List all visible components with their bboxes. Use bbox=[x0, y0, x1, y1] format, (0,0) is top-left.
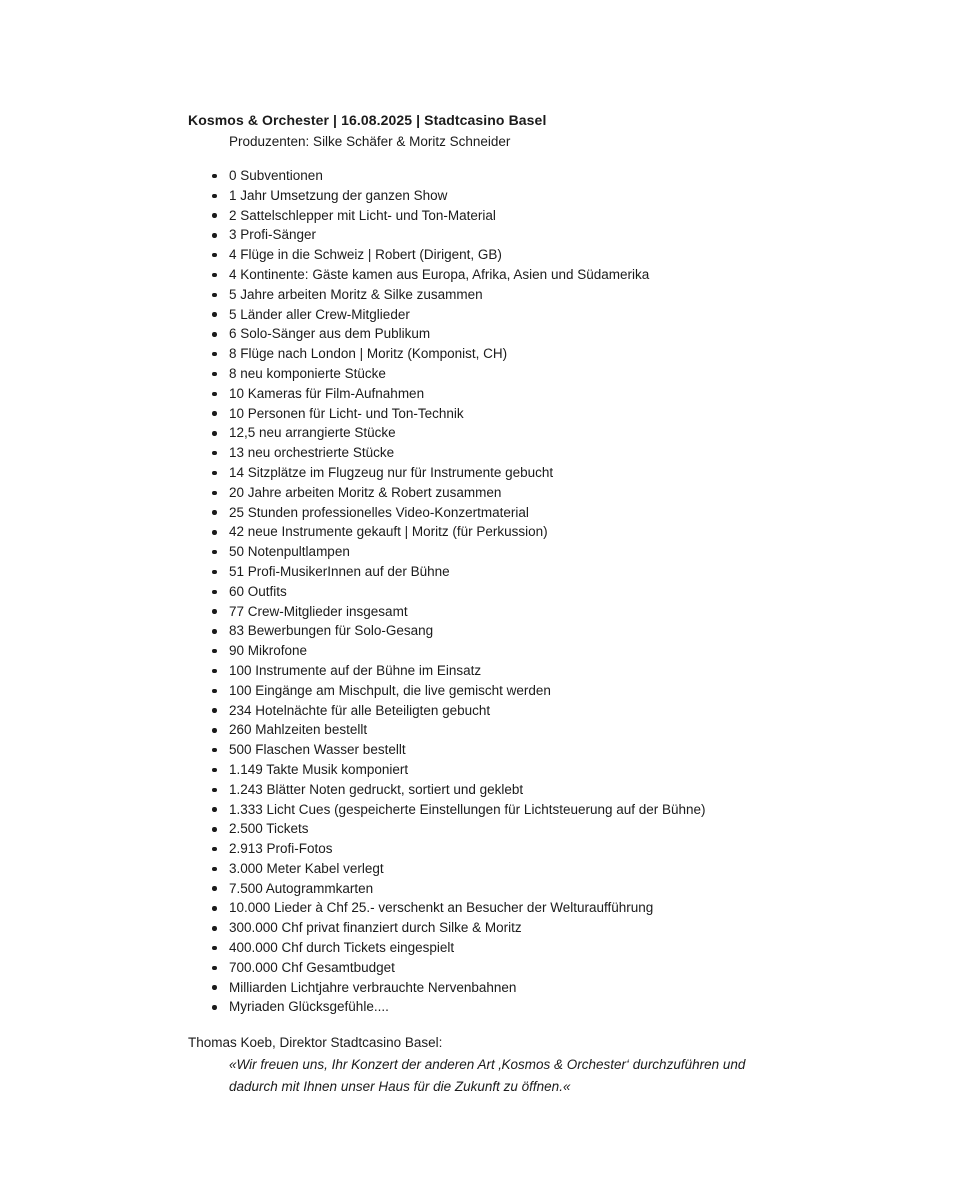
fact-item bbox=[188, 602, 914, 622]
fact-text: 100 Instrumente auf der Bühne im Einsatz bbox=[229, 662, 482, 678]
fact-item bbox=[188, 760, 914, 780]
fact-text: 60 Outfits bbox=[229, 583, 287, 599]
fact-item bbox=[188, 978, 914, 998]
fact-text: 500 Flaschen Wasser bestellt bbox=[229, 742, 406, 758]
fact-text: 20 Jahre arbeiten Moritz & Robert zusammen bbox=[229, 484, 502, 500]
bullet-icon bbox=[212, 570, 217, 575]
bullet-icon bbox=[212, 926, 217, 931]
fact-text: 2 Sattelschlepper mit Licht- und Ton-Material bbox=[229, 207, 496, 223]
bullet-icon bbox=[212, 213, 217, 218]
fact-item bbox=[188, 364, 914, 384]
fact-text: 100 Eingänge am Mischpult, die live gemischt werden bbox=[229, 682, 551, 698]
bullet-icon bbox=[212, 530, 217, 535]
bullet-icon bbox=[212, 550, 217, 555]
bullet-icon bbox=[212, 332, 217, 337]
document-title: Kosmos & Orchester | 16.08.2025 | Stadtcasino Basel bbox=[188, 112, 547, 128]
bullet-icon bbox=[212, 451, 217, 456]
quote-attribution: Thomas Koeb, Direktor Stadtcasino Basel: bbox=[188, 1035, 443, 1051]
fact-text: 8 Flüge nach London | Moritz (Komponist, CH) bbox=[229, 346, 508, 362]
fact-item bbox=[188, 384, 914, 404]
bullet-icon bbox=[212, 293, 217, 298]
fact-item bbox=[188, 958, 914, 978]
bullet-icon bbox=[212, 174, 217, 179]
fact-item bbox=[188, 562, 914, 582]
fact-item bbox=[188, 443, 914, 463]
bullet-icon bbox=[212, 689, 217, 694]
fact-item bbox=[188, 800, 914, 820]
fact-item bbox=[188, 463, 914, 483]
fact-item bbox=[188, 938, 914, 958]
bullet-icon bbox=[212, 867, 217, 872]
bullet-icon bbox=[212, 392, 217, 397]
fact-text: 1 Jahr Umsetzung der ganzen Show bbox=[229, 187, 448, 203]
bullet-icon bbox=[212, 807, 217, 812]
fact-text: 300.000 Chf privat finanziert durch Silke & Moritz bbox=[229, 920, 522, 936]
fact-item bbox=[188, 542, 914, 562]
bullet-icon bbox=[212, 708, 217, 713]
fact-item bbox=[188, 245, 914, 265]
fact-text: 5 Jahre arbeiten Moritz & Silke zusammen bbox=[229, 286, 483, 302]
fact-text: 1.149 Takte Musik komponiert bbox=[229, 761, 409, 777]
fact-text: 3.000 Meter Kabel verlegt bbox=[229, 860, 384, 876]
bullet-icon bbox=[212, 273, 217, 278]
fact-text: 1.333 Licht Cues (gespeicherte Einstellungen für Lichtsteuerung auf der Bühne) bbox=[229, 801, 706, 817]
bullet-icon bbox=[212, 590, 217, 595]
fact-item bbox=[188, 225, 914, 245]
bullet-icon bbox=[212, 886, 217, 891]
fact-item bbox=[188, 918, 914, 938]
fact-text: 700.000 Chf Gesamtbudget bbox=[229, 959, 395, 975]
bullet-icon bbox=[212, 649, 217, 654]
bullet-icon bbox=[212, 352, 217, 357]
fact-item bbox=[188, 621, 914, 641]
fact-item bbox=[188, 522, 914, 542]
fact-item bbox=[188, 344, 914, 364]
bullet-icon bbox=[212, 253, 217, 258]
fact-text: 42 neue Instrumente gekauft | Moritz (für Perkussion) bbox=[229, 524, 548, 540]
bullet-icon bbox=[212, 491, 217, 496]
fact-text: 50 Notenpultlampen bbox=[229, 544, 350, 560]
fact-text: 260 Mahlzeiten bestellt bbox=[229, 722, 368, 738]
fact-item bbox=[188, 780, 914, 800]
fact-item bbox=[188, 681, 914, 701]
fact-text: 90 Mikrofone bbox=[229, 643, 308, 659]
quote-text-line-1: «Wir freuen uns, Ihr Konzert der anderen Art ‚Kosmos & Orchester‘ durchzuführen und bbox=[229, 1057, 746, 1073]
fact-item bbox=[188, 661, 914, 681]
fact-text: 14 Sitzplätze im Flugzeug nur für Instrumente gebucht bbox=[229, 464, 554, 480]
producers-line: Produzenten: Silke Schäfer & Moritz Schneider bbox=[229, 134, 511, 149]
fact-item bbox=[188, 503, 914, 523]
fact-text: 7.500 Autogrammkarten bbox=[229, 880, 374, 896]
fact-text: 83 Bewerbungen für Solo-Gesang bbox=[229, 623, 434, 639]
bullet-icon bbox=[212, 609, 217, 614]
fact-text: 8 neu komponierte Stücke bbox=[229, 365, 386, 381]
fact-text: 12,5 neu arrangierte Stücke bbox=[229, 425, 396, 441]
bullet-icon bbox=[212, 629, 217, 634]
bullet-icon bbox=[212, 966, 217, 971]
fact-item bbox=[188, 483, 914, 503]
bullet-icon bbox=[212, 372, 217, 377]
facts-list bbox=[188, 166, 914, 1017]
fact-text: 51 Profi-MusikerInnen auf der Bühne bbox=[229, 563, 450, 579]
fact-item bbox=[188, 285, 914, 305]
fact-item bbox=[188, 186, 914, 206]
bullet-icon bbox=[212, 510, 217, 515]
fact-text: 4 Kontinente: Gäste kamen aus Europa, Afrika, Asien und Südamerika bbox=[229, 266, 650, 282]
fact-item bbox=[188, 859, 914, 879]
fact-item bbox=[188, 720, 914, 740]
bullet-icon bbox=[212, 768, 217, 773]
fact-item bbox=[188, 582, 914, 602]
bullet-icon bbox=[212, 788, 217, 793]
fact-item bbox=[188, 898, 914, 918]
bullet-icon bbox=[212, 847, 217, 852]
fact-item bbox=[188, 404, 914, 424]
quote-text-line-2: dadurch mit Ihnen unser Haus für die Zukunft zu öffnen.« bbox=[229, 1079, 571, 1095]
bullet-icon bbox=[212, 827, 217, 832]
fact-item bbox=[188, 305, 914, 325]
bullet-icon bbox=[212, 431, 217, 436]
fact-item bbox=[188, 740, 914, 760]
fact-text: 2.913 Profi-Fotos bbox=[229, 841, 333, 857]
fact-text: 400.000 Chf durch Tickets eingespielt bbox=[229, 940, 455, 956]
bullet-icon bbox=[212, 1005, 217, 1010]
fact-text: 6 Solo-Sänger aus dem Publikum bbox=[229, 326, 431, 342]
fact-text: 10 Personen für Licht- und Ton-Technik bbox=[229, 405, 464, 421]
bullet-icon bbox=[212, 906, 217, 911]
fact-text: 10 Kameras für Film-Aufnahmen bbox=[229, 385, 425, 401]
fact-text: 77 Crew-Mitglieder insgesamt bbox=[229, 603, 408, 619]
fact-text: Myriaden Glücksgefühle.... bbox=[229, 999, 389, 1015]
fact-item bbox=[188, 265, 914, 285]
fact-text: 234 Hotelnächte für alle Beteiligten gebucht bbox=[229, 702, 491, 718]
fact-text: 0 Subventionen bbox=[229, 168, 323, 183]
fact-text: 1.243 Blätter Noten gedruckt, sortiert und geklebt bbox=[229, 781, 524, 797]
fact-text: 4 Flüge in die Schweiz | Robert (Dirigent, GB) bbox=[229, 247, 502, 263]
fact-item bbox=[188, 879, 914, 899]
fact-item bbox=[188, 701, 914, 721]
bullet-icon bbox=[212, 233, 217, 238]
bullet-icon bbox=[212, 669, 217, 674]
fact-item bbox=[188, 641, 914, 661]
fact-text: Milliarden Lichtjahre verbrauchte Nervenbahnen bbox=[229, 979, 517, 995]
bullet-icon bbox=[212, 748, 217, 753]
fact-text: 25 Stunden professionelles Video-Konzertmaterial bbox=[229, 504, 529, 520]
fact-item bbox=[188, 324, 914, 344]
fact-item bbox=[188, 423, 914, 443]
fact-item bbox=[188, 819, 914, 839]
fact-text: 10.000 Lieder à Chf 25.- verschenkt an Besucher der Welturaufführung bbox=[229, 900, 654, 916]
bullet-icon bbox=[212, 946, 217, 951]
bullet-icon bbox=[212, 312, 217, 317]
quote-block bbox=[188, 1032, 914, 1098]
fact-item bbox=[188, 166, 914, 186]
fact-item bbox=[188, 997, 914, 1017]
fact-text: 13 neu orchestrierte Stücke bbox=[229, 445, 395, 461]
bullet-icon bbox=[212, 728, 217, 733]
bullet-icon bbox=[212, 985, 217, 990]
bullet-icon bbox=[212, 411, 217, 416]
bullet-icon bbox=[212, 194, 217, 199]
bullet-icon bbox=[212, 471, 217, 476]
fact-text: 5 Länder aller Crew-Mitglieder bbox=[229, 306, 410, 322]
fact-item bbox=[188, 839, 914, 859]
fact-text: 3 Profi-Sänger bbox=[229, 227, 317, 243]
fact-item bbox=[188, 206, 914, 226]
fact-text: 2.500 Tickets bbox=[229, 821, 309, 837]
